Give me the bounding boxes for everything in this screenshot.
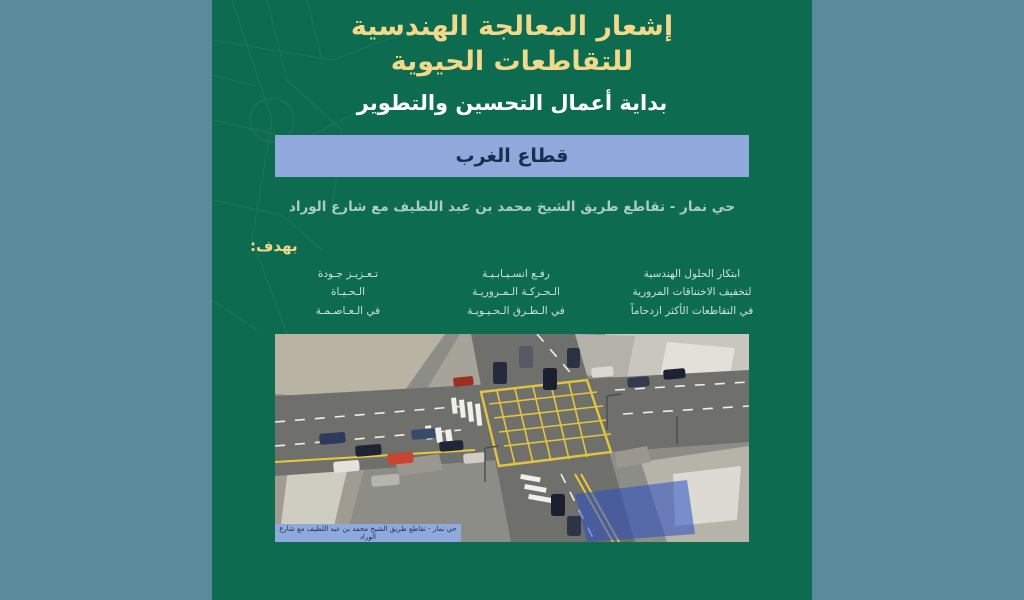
goal-line: تـعـزيـز جـودة bbox=[317, 268, 379, 281]
poster-title-line1: إشعار المعالجة الهندسية bbox=[350, 11, 674, 42]
goal-line: لتخفيف الاختناقات المرورية bbox=[632, 286, 752, 299]
goal-item bbox=[600, 265, 784, 320]
goal-item bbox=[264, 265, 432, 320]
goal-line: في الـطـرق الـحـيـويـة bbox=[467, 304, 565, 317]
poster-subtitle: بداية أعمال التحسين والتطوير bbox=[356, 91, 668, 116]
sector-label: قطاع الغرب bbox=[455, 145, 569, 168]
goal-line: الـحـيـاة bbox=[331, 286, 365, 299]
goal-line: ابتكار الحلول الهندسية bbox=[643, 268, 741, 281]
goals-list bbox=[240, 265, 784, 320]
goal-line: في الـعـاصـمـة bbox=[315, 304, 381, 317]
sector-banner bbox=[275, 135, 749, 177]
render-caption: حي نمار - تقاطع طريق الشيخ محمد بن عبد اللطيف مع شارع الوراد bbox=[275, 524, 461, 542]
intersection-illustration bbox=[275, 334, 749, 542]
announcement-poster bbox=[212, 0, 812, 600]
goal-line: الـحـركـة الـمـروريـة bbox=[472, 286, 560, 299]
poster-title-line2: للتقاطعات الحيوية bbox=[390, 45, 634, 77]
goal-line: رفـع انسـيـابـيـة bbox=[482, 268, 550, 281]
intersection-render-image bbox=[275, 334, 749, 542]
goal-item bbox=[432, 265, 600, 320]
location-text: حي نمار - تقاطع طريق الشيخ محمد بن عبد اللطيف مع شارع الوراد bbox=[288, 199, 736, 216]
goal-line: في التقاطعات الأكثر ازدحاماً bbox=[630, 304, 754, 317]
goal-heading: بهدف: bbox=[250, 237, 298, 256]
